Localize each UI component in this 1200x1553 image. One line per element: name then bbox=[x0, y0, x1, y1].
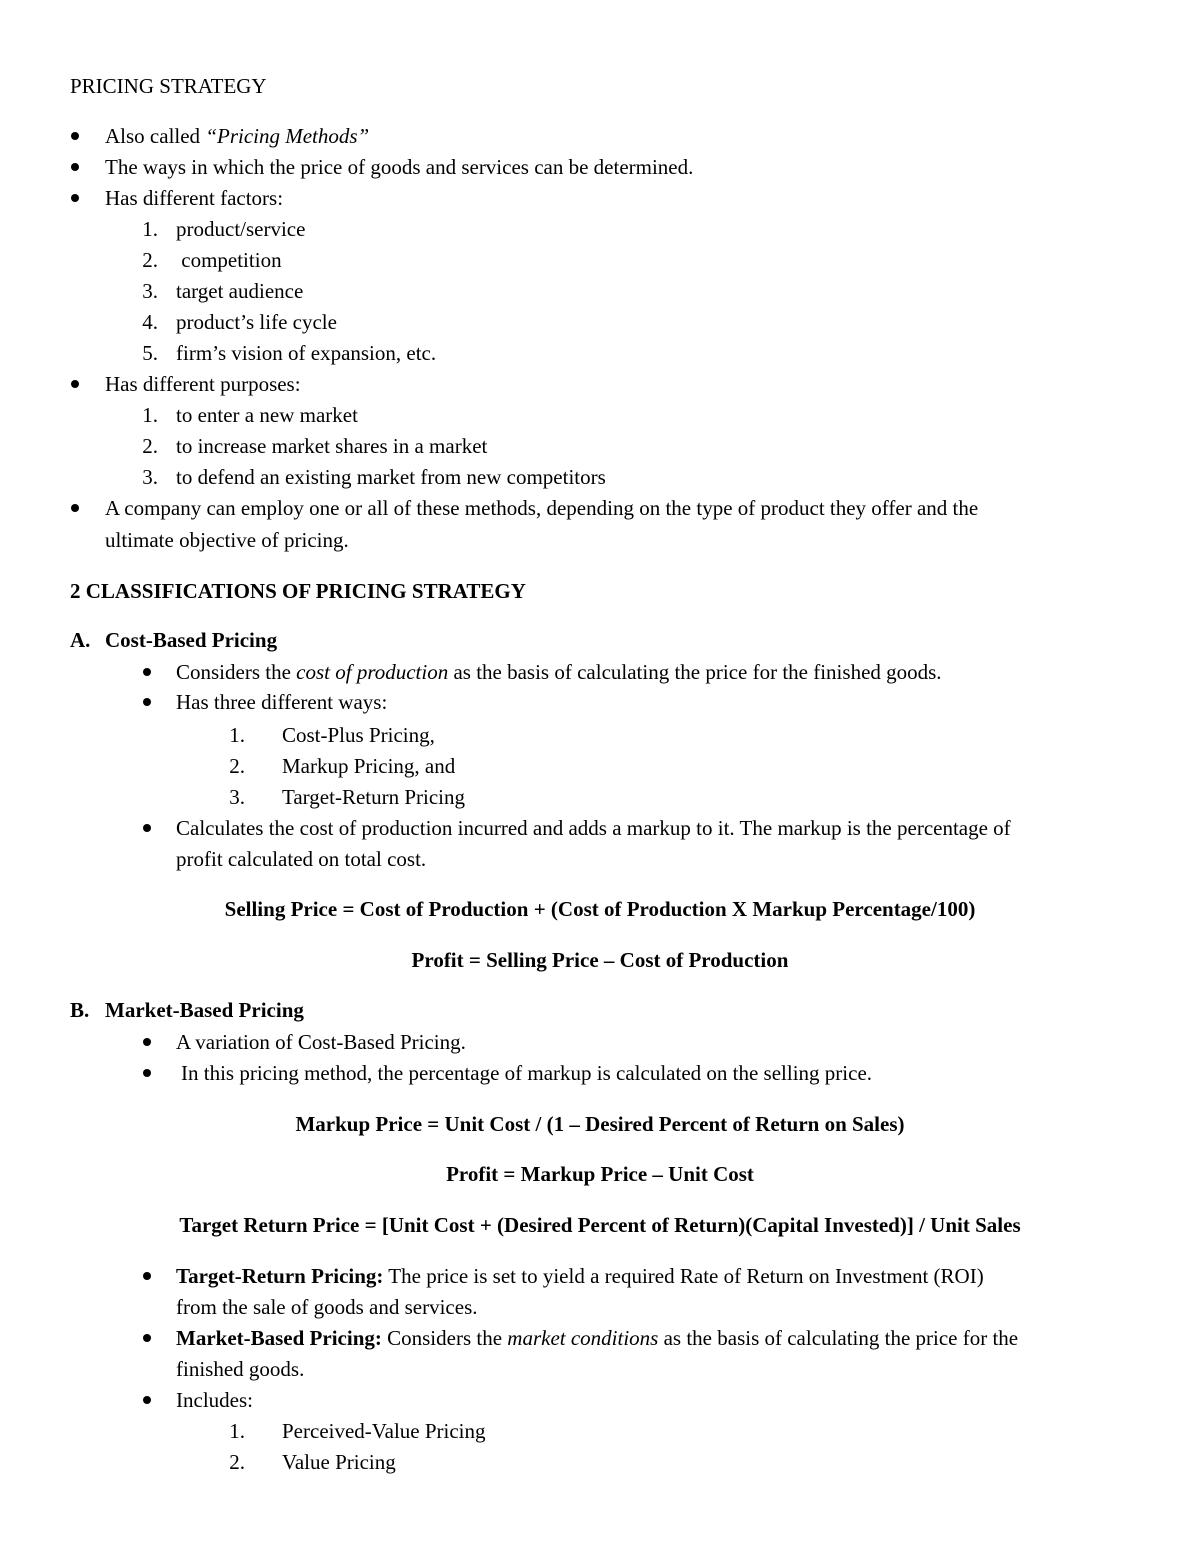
bullet-dot bbox=[143, 1069, 151, 1077]
list-number: 3. bbox=[142, 465, 158, 489]
bullet-dot bbox=[143, 1038, 151, 1046]
factor-item: firm’s vision of expansion, etc. bbox=[176, 341, 437, 365]
list-number: 2. bbox=[229, 1450, 245, 1474]
purpose-item: to increase market shares in a market bbox=[176, 434, 488, 458]
section-a-bullet-3-cont: profit calculated on total cost. bbox=[176, 847, 427, 871]
list-number: 2. bbox=[142, 434, 158, 458]
includes-item: Value Pricing bbox=[282, 1450, 396, 1474]
intro-bullet-5-cont: ultimate objective of pricing. bbox=[105, 528, 349, 552]
section-b-letter: B. bbox=[70, 998, 90, 1022]
formula-target-return: Target Return Price = [Unit Cost + (Desired Percent of Return)(Capital Invested)] / Unit Sales bbox=[179, 1213, 1021, 1237]
bullet-dot bbox=[143, 824, 151, 832]
list-number: 4. bbox=[142, 310, 158, 334]
factor-item: competition bbox=[176, 248, 282, 272]
formula-selling-price: Selling Price = Cost of Production + (Cost of Production X Markup Percentage/100) bbox=[224, 897, 976, 921]
bullet-dot bbox=[143, 698, 151, 706]
target-return-definition-cont: from the sale of goods and services. bbox=[176, 1295, 478, 1319]
intro-bullet-3: Has different factors: bbox=[105, 186, 284, 210]
list-number: 2. bbox=[229, 754, 245, 778]
market-based-definition: Market-Based Pricing: Considers the market conditions as the basis of calculating the price for the bbox=[176, 1326, 1019, 1350]
way-item: Markup Pricing, and bbox=[282, 754, 456, 778]
formula-markup-price: Markup Price = Unit Cost / (1 – Desired Percent of Return on Sales) bbox=[295, 1112, 905, 1136]
list-number: 1. bbox=[229, 1419, 245, 1443]
intro-bullet-5: A company can employ one or all of these methods, depending on the type of product they offer and the bbox=[105, 496, 979, 520]
formula-profit-a: Profit = Selling Price – Cost of Production bbox=[411, 948, 789, 972]
list-number: 3. bbox=[142, 279, 158, 303]
factor-item: product/service bbox=[176, 217, 306, 241]
includes-item: Perceived-Value Pricing bbox=[282, 1419, 486, 1443]
section-a-bullet-3: Calculates the cost of production incurred and adds a markup to it. The markup is the percentage of bbox=[176, 816, 1011, 840]
purpose-item: to enter a new market bbox=[176, 403, 358, 427]
classifications-heading: 2 CLASSIFICATIONS OF PRICING STRATEGY bbox=[70, 579, 526, 603]
list-number: 2. bbox=[142, 248, 158, 272]
intro-bullet-1: Also called “Pricing Methods” bbox=[105, 124, 370, 148]
list-number: 5. bbox=[142, 341, 158, 365]
bullet-dot bbox=[143, 1272, 151, 1280]
section-a-letter: A. bbox=[70, 628, 91, 652]
list-number: 3. bbox=[229, 785, 245, 809]
factor-item: target audience bbox=[176, 279, 304, 303]
way-item: Target-Return Pricing bbox=[282, 785, 466, 809]
intro-bullet-4: Has different purposes: bbox=[105, 372, 301, 396]
intro-bullet-2: The ways in which the price of goods and services can be determined. bbox=[105, 155, 694, 179]
bullet-dot bbox=[143, 1334, 151, 1342]
section-a-bullet-1: Considers the cost of production as the basis of calculating the price for the finished goods. bbox=[176, 660, 942, 684]
section-a-bullet-2: Has three different ways: bbox=[176, 690, 388, 714]
list-number: 1. bbox=[142, 217, 158, 241]
bullet-dot bbox=[143, 668, 151, 676]
target-return-definition: Target-Return Pricing: The price is set to yield a required Rate of Return on Investment (ROI) bbox=[176, 1264, 984, 1288]
list-number: 1. bbox=[229, 723, 245, 747]
bullet-dot bbox=[71, 163, 79, 171]
section-b-bullet-1: A variation of Cost-Based Pricing. bbox=[176, 1030, 466, 1054]
bullet-dot bbox=[71, 132, 79, 140]
section-a-heading: Cost-Based Pricing bbox=[105, 628, 278, 652]
bullet-dot bbox=[71, 504, 79, 512]
section-b-heading: Market-Based Pricing bbox=[105, 998, 304, 1022]
list-number: 1. bbox=[142, 403, 158, 427]
formula-profit-b: Profit = Markup Price – Unit Cost bbox=[446, 1162, 754, 1186]
purpose-item: to defend an existing market from new competitors bbox=[176, 465, 606, 489]
page-title: PRICING STRATEGY bbox=[70, 74, 267, 98]
market-based-definition-cont: finished goods. bbox=[176, 1357, 305, 1381]
bullet-dot bbox=[143, 1396, 151, 1404]
way-item: Cost-Plus Pricing, bbox=[282, 723, 435, 747]
bullet-dot bbox=[71, 194, 79, 202]
factor-item: product’s life cycle bbox=[176, 310, 337, 334]
bullet-dot bbox=[71, 380, 79, 388]
section-b-bullet-2: In this pricing method, the percentage of markup is calculated on the selling price. bbox=[181, 1061, 873, 1085]
includes-label: Includes: bbox=[176, 1388, 253, 1412]
